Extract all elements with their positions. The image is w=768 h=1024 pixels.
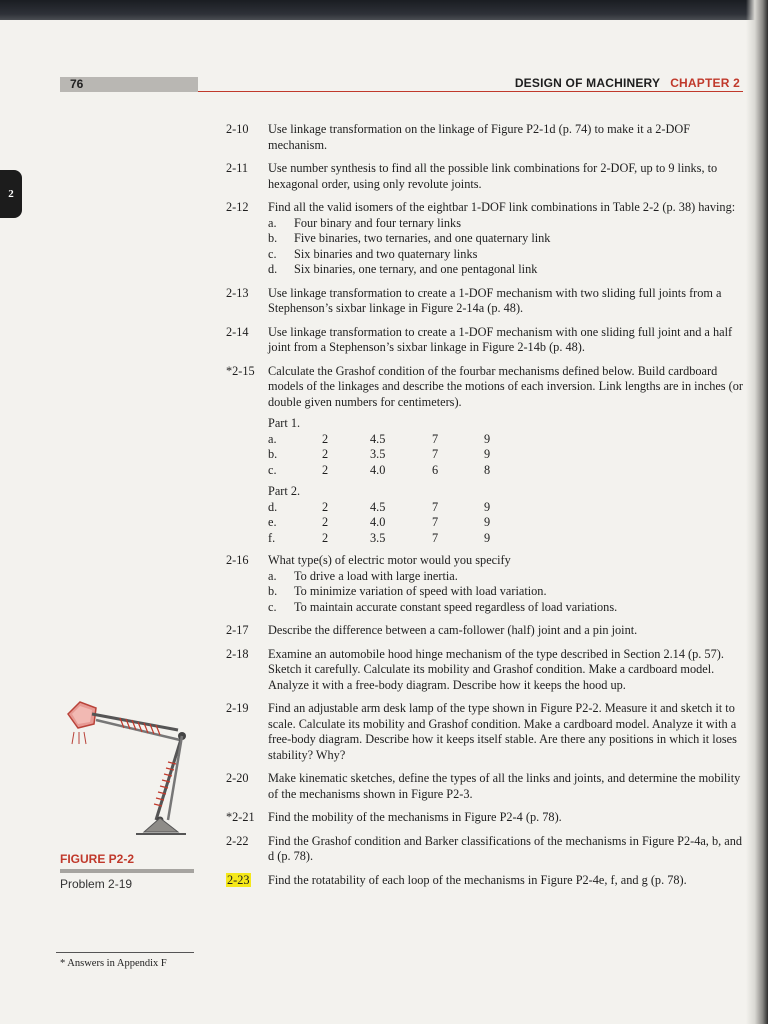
sub-item-text: Five binaries, two ternaries, and one quaternary link [294, 231, 551, 245]
problem-number-text: 2-22 [226, 833, 249, 848]
highlighted-problem-number: 2-23 [227, 872, 250, 887]
part-label: Part 2. [268, 484, 301, 498]
link-length-cell: 4.0 [370, 515, 386, 529]
sub-item [268, 262, 746, 278]
link-length-cell: 7 [432, 447, 439, 461]
row-label: a. [268, 431, 277, 446]
problem-item [226, 834, 746, 865]
link-length-cell: 9 [484, 530, 491, 545]
link-length-cell: 7 [432, 431, 439, 446]
problem-text: Calculate the Grashof condition of the fourbar mechanisms defined below. Build cardboard models of the linkages and describe the motions of each inversion. Link lengths are in inches (or double given numbers for centimeters). [268, 363, 744, 409]
link-length-cell: 3.5 [370, 530, 386, 545]
problem-number [226, 701, 268, 763]
table-row [268, 463, 524, 479]
figure-title: FIGURE P2-2 [60, 852, 135, 866]
problem-body [268, 286, 746, 317]
row-label: b. [268, 447, 278, 461]
problem-body [268, 810, 746, 826]
problem-row [226, 325, 746, 356]
problem-number [226, 771, 268, 802]
sub-item-text: To drive a load with large inertia. [294, 568, 458, 583]
problem-body [268, 771, 746, 802]
link-length-cell: 2 [322, 447, 329, 461]
sub-item [268, 231, 746, 247]
problem-number [226, 873, 268, 889]
top-dark-strip [0, 0, 768, 20]
problem-item [226, 325, 746, 356]
figure-caption: Problem 2-19 [60, 877, 133, 891]
table-row [268, 500, 524, 516]
link-length-cell: 4.5 [370, 431, 386, 446]
problem-text: Find the Grashof condition and Barker classifications of the mechanisms in Figure P2-4a, b, and d (p. 78). [268, 833, 743, 863]
problem-number-text: 2-19 [226, 701, 249, 715]
problem-number-text: 2-20 [226, 771, 249, 785]
problem-row [226, 810, 746, 826]
link-length-cell: 4.0 [370, 462, 386, 477]
table-row [268, 432, 524, 448]
link-length-cell: 7 [432, 499, 439, 514]
problem-number [226, 161, 268, 192]
problem-text: Make kinematic sketches, define the types of all the links and joints, and determine the mobility of the mechanisms shown in Figure P2-3. [268, 771, 741, 801]
link-length-cell: 9 [484, 515, 491, 529]
problem-number-text: 2-18 [226, 646, 249, 661]
problem-row [226, 161, 746, 192]
problem-text: Describe the difference between a cam-follower (half) joint and a pin joint. [268, 623, 638, 637]
part-label: Part 1. [268, 416, 301, 430]
link-length-cell: 7 [432, 515, 439, 529]
problem-number-text: *2-21 [226, 810, 255, 824]
problem-number-text: 2-17 [226, 623, 249, 637]
problem-row [226, 286, 746, 317]
sub-item-text: To maintain accurate constant speed regardless of load variations. [294, 599, 618, 614]
sub-item-label: a. [268, 568, 277, 583]
sub-item [268, 247, 746, 263]
link-length-cell: 4.5 [370, 499, 386, 514]
problem-body [268, 647, 746, 694]
problem-text: Use number synthesis to find all the possible link combinations for 2-DOF, up to 9 links, to hexagonal order, using only revolute joints. [268, 161, 718, 191]
figure-caption-rule [60, 869, 194, 873]
problem-body [268, 623, 746, 639]
problem-number-text: *2-15 [226, 363, 255, 378]
sub-item-label: a. [268, 215, 277, 230]
problem-number [226, 364, 268, 547]
running-header [515, 76, 740, 90]
problem-body [268, 553, 746, 615]
problem-number [226, 647, 268, 694]
problem-body [268, 122, 746, 153]
desk-lamp-illustration [60, 692, 210, 844]
problem-number [226, 122, 268, 153]
problem-item [226, 161, 746, 192]
sub-item-text: To minimize variation of speed with load variation. [294, 584, 547, 598]
sub-item-label: d. [268, 262, 278, 276]
problem-item [226, 810, 746, 826]
footnote: * Answers in Appendix F [60, 958, 167, 969]
problem-row [226, 623, 746, 639]
sub-item-text: Six binaries, one ternary, and one pentagonal link [294, 262, 538, 276]
sub-item [268, 600, 746, 616]
problem-item [226, 873, 746, 889]
problem-number [226, 200, 268, 278]
sub-item-label: c. [268, 599, 277, 614]
sub-item-text: Four binary and four ternary links [294, 215, 461, 230]
problem-item [226, 553, 746, 615]
row-label: c. [268, 462, 277, 477]
chapter-tab-number: 2 [8, 188, 14, 200]
row-label: f. [268, 530, 276, 545]
link-length-cell: 9 [484, 447, 491, 461]
header-rule [198, 91, 743, 92]
problem-number-text: 2-12 [226, 200, 249, 214]
problem-row [226, 364, 746, 547]
link-length-cell: 2 [322, 431, 329, 446]
problem-list [226, 122, 746, 888]
problem-row [226, 701, 746, 763]
problem-text: Use linkage transformation on the linkage of Figure P2-1d (p. 74) to make it a 2-DOF mechanism. [268, 122, 691, 152]
problem-row [226, 771, 746, 802]
problem-number [226, 325, 268, 356]
link-length-table [268, 432, 524, 479]
problem-number-text: 2-11 [226, 161, 249, 175]
link-length-cell: 2 [322, 530, 329, 545]
problem-text: Find all the valid isomers of the eightbar 1-DOF link combinations in Table 2-2 (p. 38) having: [268, 200, 736, 214]
problem-item [226, 122, 746, 153]
page-number-box [60, 77, 198, 92]
footnote-rule [56, 952, 194, 953]
problem-row [226, 873, 746, 889]
problem-item [226, 286, 746, 317]
sub-item [268, 569, 746, 585]
problem-item [226, 364, 746, 547]
problem-text: Use linkage transformation to create a 1-DOF mechanism with two sliding full joints from a Stephenson’s sixbar linkage in Figure 2-14a (p. 48). [268, 285, 722, 315]
link-length-cell: 7 [432, 530, 439, 545]
problem-row [226, 834, 746, 865]
problem-number-text: 2-13 [226, 285, 249, 300]
sub-item-text: Six binaries and two quaternary links [294, 246, 478, 261]
problem-item [226, 623, 746, 639]
problem-text: Examine an automobile hood hinge mechanism of the type described in Section 2.14 (p. 57). Sketch it carefully. Calculate its mobility and Grashof condition. Make a cardboard model. Analyze it with a free-body diagram. Describe how it keeps the hood up. [268, 646, 724, 692]
link-length-cell: 9 [484, 431, 491, 446]
problem-number-text: 2-10 [226, 122, 249, 136]
row-label: e. [268, 515, 277, 529]
problem-row [226, 122, 746, 153]
problem-text: Find an adjustable arm desk lamp of the type shown in Figure P2-2. Measure it and sketch it to scale. Calculate its mobility and Grashof condition. Make a cardboard model. Analyze it with a free-body diagram. Describe how it keeps itself stable. Are there any positions in which it loses stability? Why? [268, 701, 737, 762]
page-edge-shadow [746, 0, 768, 1024]
problem-text: Find the rotatability of each loop of the mechanisms in Figure P2-4e, f, and g (p. 78). [268, 872, 687, 887]
row-label: d. [268, 499, 278, 514]
table-row [268, 447, 524, 463]
sub-item-label: c. [268, 246, 277, 261]
problem-number [226, 834, 268, 865]
sub-item-label: b. [268, 584, 278, 598]
problem-text: Find the mobility of the mechanisms in Figure P2-4 (p. 78). [268, 810, 562, 824]
problem-body [268, 200, 746, 278]
problem-item [226, 771, 746, 802]
sub-item [268, 584, 746, 600]
problem-text: Use linkage transformation to create a 1-DOF mechanism with one sliding full joint and a half joint from a Stephenson’s sixbar linkage in Figure 2-14b (p. 48). [268, 324, 733, 354]
link-length-cell: 2 [322, 515, 329, 529]
table-row [268, 515, 524, 531]
problem-item [226, 701, 746, 763]
problem-body [268, 873, 746, 889]
problem-body [268, 834, 746, 865]
link-length-cell: 9 [484, 499, 491, 514]
sub-item [268, 216, 746, 232]
page-number: 76 [70, 77, 84, 91]
problem-item [226, 647, 746, 694]
problem-text: What type(s) of electric motor would you specify [268, 553, 511, 567]
problem-body [268, 701, 746, 763]
link-length-cell: 3.5 [370, 447, 386, 461]
problem-number [226, 553, 268, 615]
problem-body [268, 161, 746, 192]
problem-number [226, 810, 268, 826]
link-length-cell: 6 [432, 462, 439, 477]
problem-body [268, 325, 746, 356]
problem-number-text: 2-16 [226, 553, 249, 567]
book-title: DESIGN OF MACHINERY [514, 76, 661, 90]
problem-number [226, 623, 268, 639]
problem-body [268, 364, 746, 547]
problem-item [226, 200, 746, 278]
problem-row [226, 647, 746, 694]
problem-number [226, 286, 268, 317]
table-row [268, 531, 524, 547]
link-length-cell: 8 [484, 462, 491, 477]
sub-item-label: b. [268, 231, 278, 245]
problem-number-text: 2-14 [226, 324, 249, 339]
chapter-label: CHAPTER 2 [670, 76, 740, 90]
problem-row [226, 553, 746, 615]
link-length-cell: 2 [322, 462, 329, 477]
link-length-table [268, 500, 524, 547]
link-length-cell: 2 [322, 499, 329, 514]
chapter-tab [0, 170, 22, 218]
problem-row [226, 200, 746, 278]
